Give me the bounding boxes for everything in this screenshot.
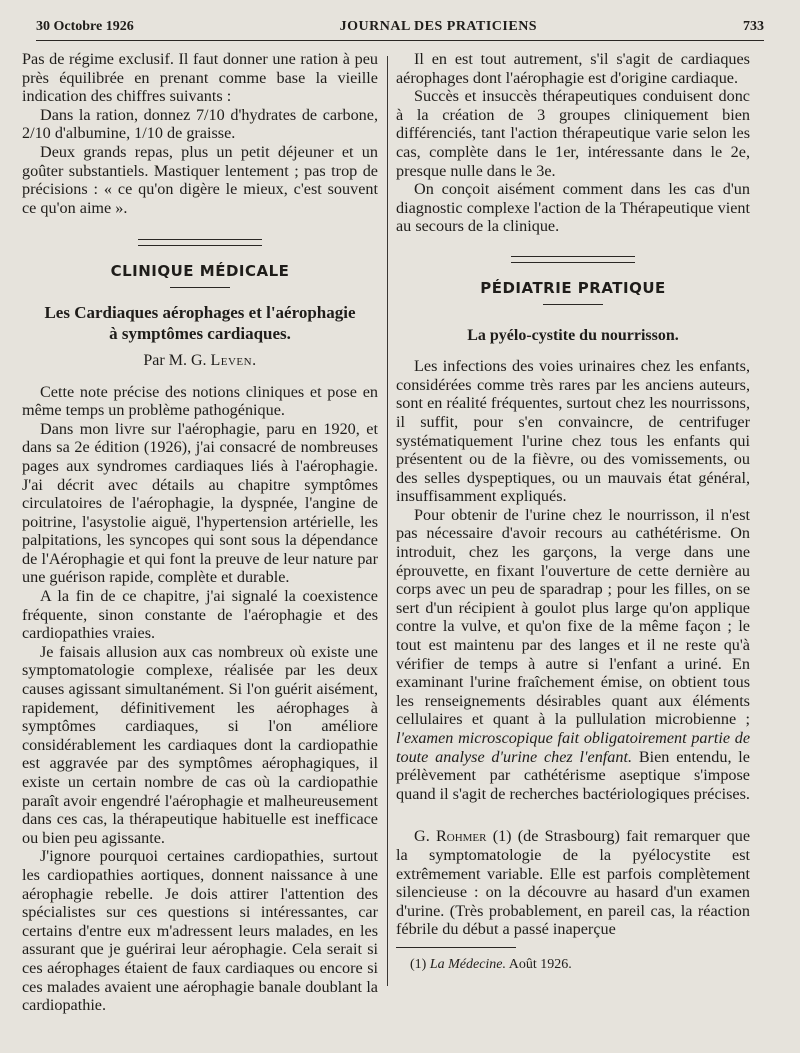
- article-title: [22, 302, 378, 344]
- footnote-date: Août 1926.: [508, 956, 572, 972]
- paragraph: Dans la ration, donnez 7/10 d'hydrates de carbone, 2/10 d'albumine, 1/10 de graisse.: [22, 105, 378, 143]
- paragraph: Succès et insuccès thérapeutiques conduisent donc à la création de 3 groupes cliniquement bien différenciés, tant l'action thérapeutique varie selon les cas, complète dans le 1er, intéressante dans le 2e, presque nulle dans le 3e.: [396, 87, 750, 180]
- paragraph: [396, 506, 750, 804]
- paragraph: Deux grands repas, plus un petit déjeuner et un goûter substantiels. Mastiquer lentement ; pas trop de précisions : « ce qu'on digère le mieux, c'est souvent ce qu'on aime ».: [22, 142, 378, 217]
- article-title-line: Les Cardiaques aérophages et l'aérophagie: [44, 302, 356, 322]
- byline-prefix: Par M. G.: [143, 351, 207, 369]
- paragraph: Cette note précise des notions cliniques et pose en même temps un problème pathogénique.: [22, 382, 378, 420]
- paragraph: Je faisais allusion aux cas nombreux où existe une symptomatologie complexe, réalisée par les deux causes agissant simultanément. Si l'on guérit aisément, rapidement, définitivement les aérophages à symptômes cardiaques, si l'on améliore considérablement les cardiaques dont la cardiopathie est aggravée par des symptômes aérophagiques, il existe un certain nombre de cas où la cardiopathie paraît avoir engendré l'aérophagie et malheureusement dans ces cas, la thérapeutique habituelle est inefficace ou bien peu agissante.: [22, 642, 378, 847]
- paragraph-text: Bien entendu, le prélèvement par cathétérisme aseptique s'impose quand il s'agit de recherches bactériologiques précises.: [396, 747, 750, 803]
- running-header: [36, 14, 764, 41]
- byline-author: Leven.: [210, 351, 257, 369]
- paragraph: Il en est tout autrement, s'il s'agit de cardiaques aérophages dont l'aérophagie est d'origine cardiaque.: [396, 50, 750, 87]
- italic-emphasis: l'examen microscopique fait obligatoirement partie de toute analyse d'urine chez l'enfant.: [396, 729, 750, 766]
- paragraph-text: (1) (de Strasbourg) fait remarquer que la symptomatologie de la pyélocystite est extrêmement variable. Elle est parfois complètement silencieuse : on la découvre au hasard d'un examen d'urine. (Très probablement, en pareil cas, la réaction fébrile du début a passé inaperçue: [396, 827, 751, 939]
- section-title: PÉDIATRIE PRATIQUE: [480, 278, 666, 297]
- section-separator: [138, 239, 262, 246]
- section-underline: [543, 304, 603, 305]
- paragraph: A la fin de ce chapitre, j'ai signalé la coexistence fréquente, sinon constante de l'aérophagie et des cardiopathies vraies.: [22, 587, 378, 643]
- section-underline: [170, 287, 230, 288]
- paragraph-text: Pour obtenir de l'urine chez le nourrisson, il n'est pas nécessaire d'avoir recours au cathétérisme. On introduit, chez les garçons, la verge dans une éprouvette, en fixant l'ouverture de cette dernière au corps avec un peu de sparadrap ; pour les filles, on se sert d'un récipient à goulot plus large qu'on applique contre la vulve, et qu'on fixe de la même façon ; le tout est maintenu par des langes et il ne reste qu'à vérifier de temps à autre si l'enfant a uriné. En examinant l'urine fraîchement émise, on obtient tous les renseignements désirables quant aux éléments cellulaires et quant à la pullulation microbienne ;: [396, 505, 750, 729]
- paragraph: J'ignore pourquoi certaines cardiopathies, surtout les cardiopathies aortiques, donnent naissance à une aérophagie rebelle. Je dois attirer l'attention des spécialistes sur ces questions si intéressantes, car certains d'entre eux m'adressent leurs malades, en les assurant que je guérirai leur aérophagie. Cela serait si ces aérophages étaient de faux cardiaques ou encore si ces malades avaient une aérophagie banale doublant la cardiopathie.: [22, 847, 378, 1015]
- footnote-source: La Médecine.: [429, 956, 507, 972]
- paragraph: Les infections des voies urinaires chez les enfants, considérées comme très rares par les anciens auteurs, sont en réalité fréquentes, surtout chez les nourrissons, il suffit, pour s'en convaincre, de centrifuger systématiquement l'urine chez tous les enfants qui présentent ou de la fièvre, ou des vomissements, ou des selles dyspeptiques, ou un mauvais état général, insuffisamment expliqués.: [396, 357, 750, 506]
- header-journal-title: JOURNAL DES PRATICIENS: [339, 19, 538, 34]
- paragraph: Pas de régime exclusif. Il faut donner une ration à peu près équilibrée en prenant comme base la vieille indication des chiffres suivants :: [22, 50, 378, 106]
- article-byline: [22, 352, 378, 371]
- paragraph: On conçoit aisément comment dans les cas d'un diagnostic complexe l'action de la Thérapeutique vient au secours de la clinique.: [396, 180, 750, 236]
- article-title-line: à symptômes cardiaques.: [109, 323, 291, 343]
- header-date: 30 Octobre 1926: [36, 19, 134, 34]
- spacer: [396, 803, 750, 827]
- right-column: [396, 50, 750, 975]
- header-page-number: 733: [743, 19, 764, 34]
- section-title: CLINIQUE MÉDICALE: [110, 262, 290, 281]
- paragraph: [396, 827, 750, 939]
- article-title: La pyélo-cystite du nourrisson.: [467, 326, 679, 344]
- section-separator: [511, 256, 635, 263]
- column-divider: [387, 56, 388, 986]
- author-name: G. Rohmer: [414, 827, 487, 846]
- footnote-number: (1): [410, 956, 427, 972]
- left-column: [22, 50, 378, 1015]
- paragraph: Dans mon livre sur l'aérophagie, paru en 1920, et dans sa 2e édition (1926), j'ai consacré de nombreuses pages aux syndromes cardiaques liés à l'aérophagie. J'ai décrit avec détails au chapitre symptômes circulatoires de l'aérophagie, la dyspnée, l'angine de poitrine, l'asystolie aiguë, l'hypertension artérielle, les palpitations, les syncopes qui sont sous la dépendance de l'Aérophagie et qui font la preuve de leur nature par une guérison rapide, complète et durable.: [22, 419, 378, 587]
- footnote: [396, 956, 750, 975]
- footnote-rule: [396, 947, 516, 948]
